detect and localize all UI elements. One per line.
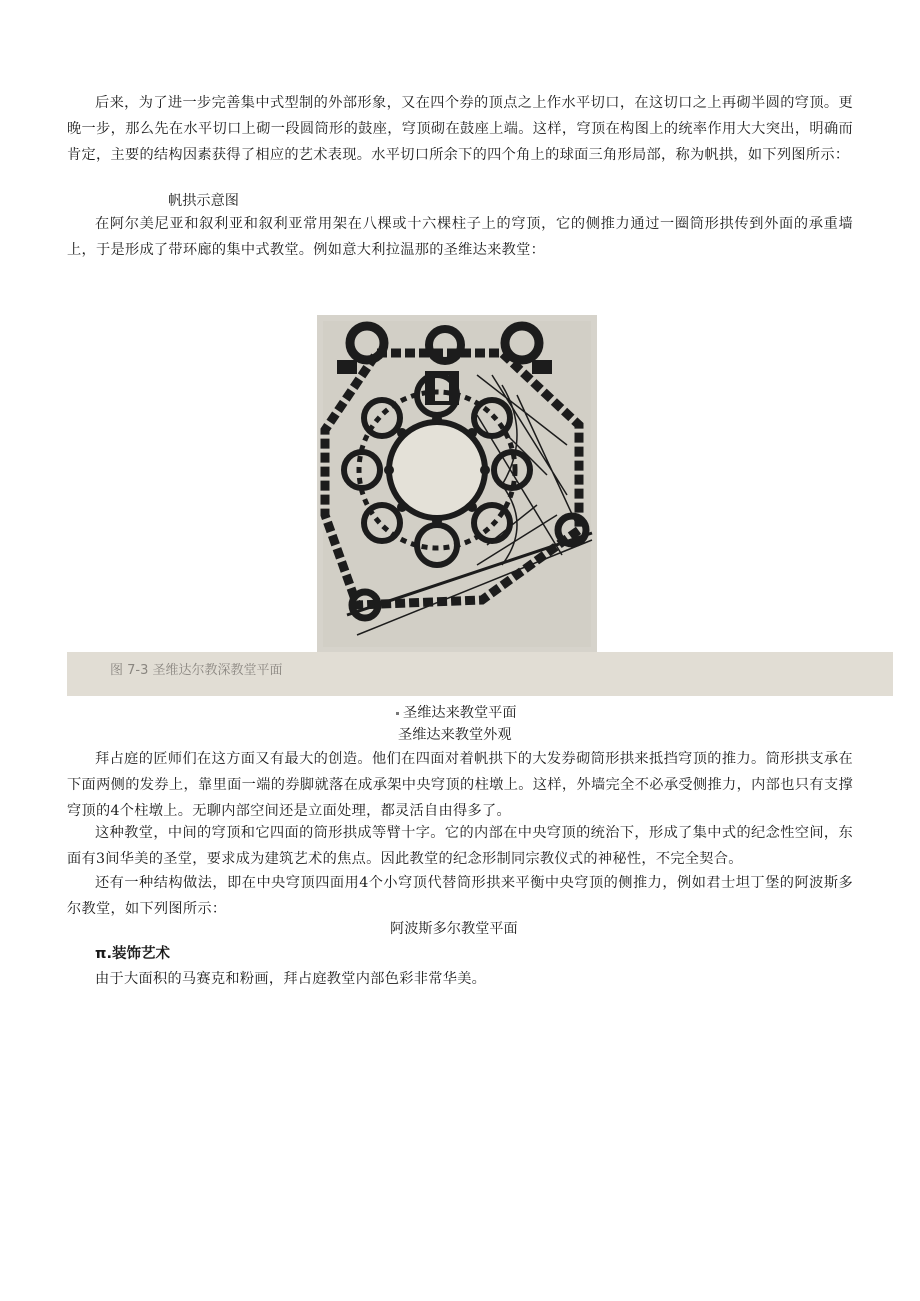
bullet-mark (396, 712, 399, 715)
caption-san-vitale-plan: 圣维达来教堂平面 (403, 705, 517, 721)
paragraph-decoration: 由于大面积的马赛克和粉画，拜占庭教堂内部色彩非常华美。 (95, 971, 487, 987)
paragraph-pendentive: 后来，为了进一步完善集中式型制的外部形象，又在四个券的顶点之上作水平切口，在这切口之上再砌半圆的穹顶。更晚一步，那么先在水平切口上砌一段圆筒形的鼓座，穹顶砌在鼓座上端。这样，穹顶在构图上的统率作用大大突出，明确而肯定，主要的结构因素获得了相应的艺术表现。水平切口所余下的四个角上的球面三角形局部，称为帆拱，如下列图所示： (67, 95, 853, 163)
paragraph-cross: 这种教堂，中间的穹顶和它四面的筒形拱成等臂十字。它的内部在中央穹顶的统治下，形成了集中式的纪念性空间，东面有3间华美的圣堂，要求成为建筑艺术的焦点。因此教堂的纪念形制同宗教仪式的神秘性，不完全契合。 (67, 825, 853, 867)
paragraph-apostles: 还有一种结构做法，即在中央穹顶四面用4个小穹顶代替筒形拱来平衡中央穹顶的侧推力，例如君士坦丁堡的阿波斯多尔教堂，如下列图所示： (67, 875, 853, 917)
caption-san-vitale-exterior: 圣维达来教堂外观 (398, 727, 512, 743)
paragraph-armenia: 在阿尔美尼亚和叙利亚和叙利亚常用架在八棵或十六棵柱子上的穹顶，它的侧推力通过一圈筒形拱传到外面的承重墙上，于是形成了带环廊的集中式教堂。例如意大利拉温那的圣维达来教堂： (67, 216, 853, 258)
san-vitale-plan-image (317, 315, 597, 653)
caption-pendentive: 帆拱示意图 (168, 193, 239, 209)
caption-apostles-plan: 阿波斯多尔教堂平面 (390, 921, 518, 937)
paragraph-byzantine: 拜占庭的匠师们在这方面又有最大的创造。他们在四面对着帆拱下的大发券砌筒形拱来抵挡穹顶的推力。筒形拱支承在下面两侧的发券上，靠里面一端的券脚就落在成承架中央穹顶的柱墩上。这样，外墙完全不必承受侧推力，内部也只有支撑穹顶的4个柱墩上。无聊内部空间还是立面处理，都灵活自由得多了。 (67, 751, 853, 819)
floor-plan-drawing (317, 315, 597, 653)
section-heading-decoration: π.装饰艺术 (95, 946, 170, 962)
figure-label: 图 7-3 圣维达尔教深教堂平面 (110, 663, 283, 678)
